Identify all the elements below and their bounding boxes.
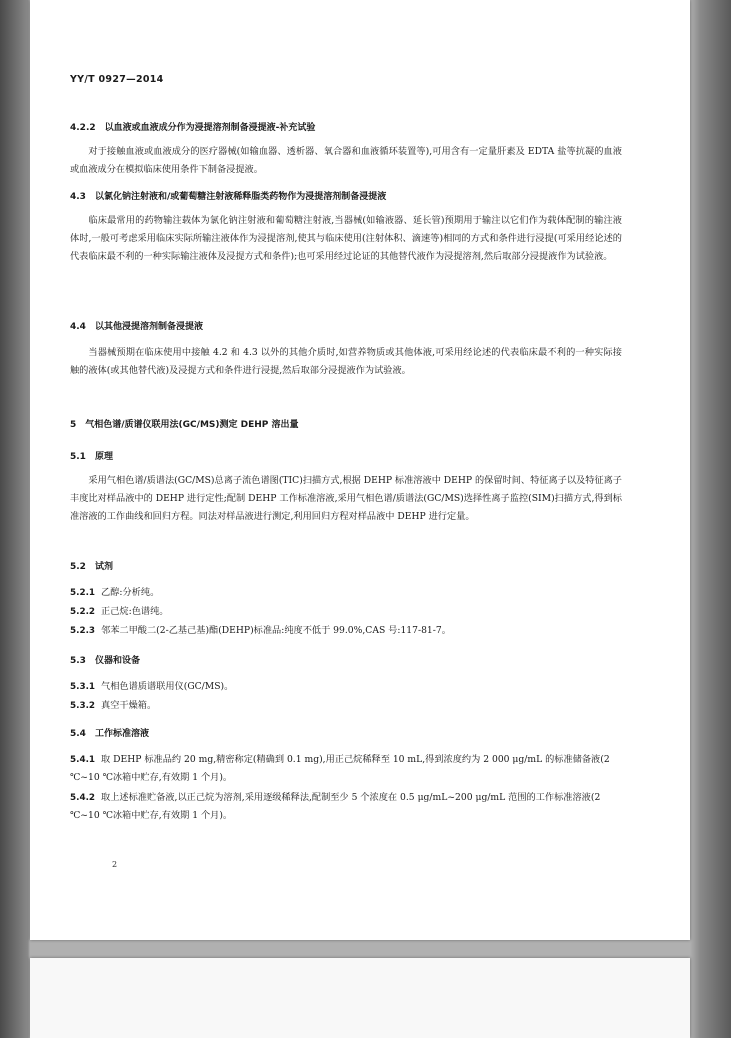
standard-number: YY/T 0927—2014: [70, 74, 164, 85]
section-title: 以其他浸提溶剂制备浸提液: [94, 322, 203, 332]
list-item-5-2-2: [70, 603, 622, 621]
item-number: 5.4.2: [70, 793, 96, 803]
section-title: 气相色谱/质谱仪联用法(GC/MS)测定 DEHP 溶出量: [85, 420, 299, 430]
item-number: 5.3.2: [70, 701, 96, 711]
item-number: 5.4.1: [70, 755, 96, 765]
heading-4-2-2: [70, 119, 622, 137]
section-title: 原理: [94, 452, 113, 462]
list-item-5-2-1: [70, 584, 622, 602]
heading-5: [70, 416, 622, 434]
page-number: 2: [112, 860, 118, 869]
heading-5-3: [70, 652, 622, 670]
section-number: 4.2.2: [70, 123, 96, 133]
item-text: 乙醇:分析纯。: [101, 587, 160, 598]
section-number: 5.4: [70, 729, 86, 739]
paragraph-4-4: 当器械预期在临床使用中接触 4.2 和 4.3 以外的其他介质时,如营养物质或其他体液,可采用经论述的代表临床最不利的一种实际接触的液体(或其他替代液)及浸提方式和条件进行浸提,然后取部分浸提液作为试验液。: [70, 347, 622, 376]
section-title: 工作标准溶液: [94, 729, 149, 739]
item-number: 5.2.3: [70, 626, 96, 636]
heading-5-2: [70, 558, 622, 576]
item-text: 气相色谱质谱联用仪(GC/MS)。: [101, 681, 234, 692]
section-title: 以氯化钠注射液和/或葡萄糖注射液稀释脂类药物作为浸提溶剂制备浸提液: [94, 192, 387, 202]
item-text: 取 DEHP 标准品约 20 mg,精密称定(精确到 0.1 mg),用正己烷稀释至 10 mL,得到浓度约为 2 000 μg/mL 的标准储备液(2 ℃~10 ℃冰箱中贮存,有效期 1 个月)。: [70, 754, 610, 783]
item-text: 正己烷:色谱纯。: [101, 606, 169, 617]
section-number: 4.4: [70, 322, 86, 332]
section-number: 4.3: [70, 192, 86, 202]
paragraph-4-3: 临床最常用的药物输注载体为氯化钠注射液和葡萄糖注射液,当器械(如输液器、延长管)预期用于输注以它们作为载体配制的输注液体时,一般可考虑采用临床实际所输注液体作为浸提溶剂,使其与临床使用(注射体积、滴速等)相同的方式和条件进行浸提(可采用经论述的代表临床最不利的一种实际输注液体及浸提方式和条件);也可采用经过论证的其他替代液作为浸提溶剂,然后取部分浸提液作为试验液。: [70, 215, 622, 262]
list-item-5-3-2: [70, 697, 622, 715]
item-text: 邻苯二甲酸二(2-乙基己基)酯(DEHP)标准品:纯度不低于 99.0%,CAS 号:117-81-7。: [101, 625, 451, 636]
heading-4-4: [70, 318, 622, 336]
heading-5-4: [70, 725, 622, 743]
section-title: 试剂: [94, 562, 113, 572]
item-number: 5.3.1: [70, 682, 96, 692]
item-number: 5.2.1: [70, 588, 96, 598]
section-number: 5: [70, 420, 77, 430]
paragraph-4-2-2: 对于接触血液或血液成分的医疗器械(如输血器、透析器、氧合器和血液循环装置等),可用含有一定量肝素及 EDTA 盐等抗凝的血液或血液成分在模拟临床使用条件下制备浸提液。: [70, 146, 622, 175]
item-number: 5.2.2: [70, 607, 96, 617]
paragraph-5-1: 采用气相色谱/质谱法(GC/MS)总离子流色谱图(TIC)扫描方式,根据 DEHP 标准溶液中 DEHP 的保留时间、特征离子以及特征离子丰度比对样品液中的 DEHP 进行定性;配制 DEHP 工作标准溶液,采用气相色谱/质谱法(GC/MS)选择性离子监控(SIM)扫描方式,得到标准溶液的工作曲线和回归方程。同法对样品液进行测定,利用回归方程对样品液中 DEHP 进行定量。: [70, 475, 622, 522]
section-title: 仪器和设备: [94, 656, 140, 666]
heading-5-1: [70, 448, 622, 466]
item-text: 真空干燥箱。: [101, 700, 157, 711]
list-item-5-2-3: [70, 622, 622, 640]
list-item-5-4-1: [70, 751, 622, 787]
section-number: 5.1: [70, 452, 86, 462]
section-number: 5.3: [70, 656, 86, 666]
section-title: 以血液或血液成分作为浸提溶剂制备浸提液-补充试验: [104, 123, 316, 133]
list-item-5-4-2: [70, 789, 622, 825]
list-item-5-3-1: [70, 678, 622, 696]
heading-4-3: [70, 188, 622, 206]
item-text: 取上述标准贮备液,以正己烷为溶剂,采用逐级稀释法,配制至少 5 个浓度在 0.5 μg/mL~200 μg/mL 范围的工作标准溶液(2 ℃~10 ℃冰箱中贮存,有效期 1 个月)。: [70, 792, 601, 821]
section-number: 5.2: [70, 562, 86, 572]
next-document-page: [30, 958, 690, 1038]
